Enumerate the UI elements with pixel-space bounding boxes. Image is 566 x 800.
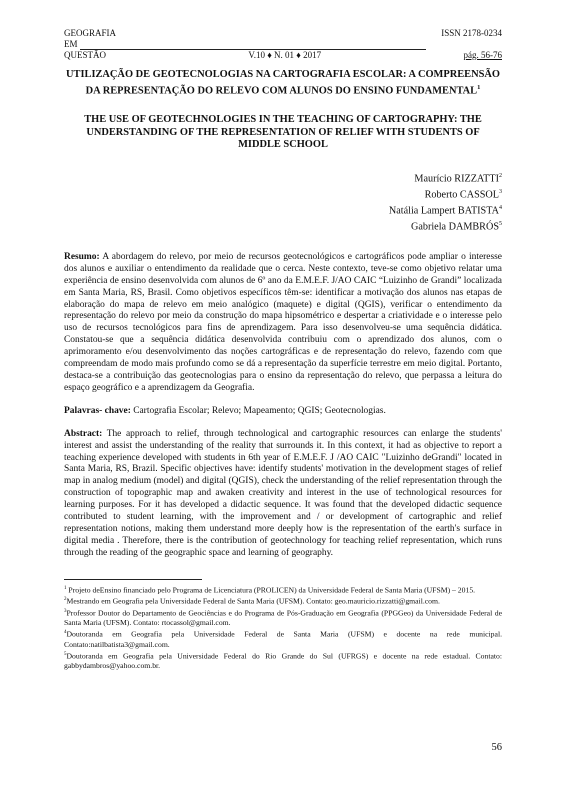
abstract-text: The approach to relief, through technological and cartographic resources can enlarge the students' interest and assist the understanding of the reality that surrounds it. In this context, it had as objective to report a teaching experience developed with students in 6th year of E.M.E.F. J /AO CAIC "Luizinho deGrandi" located in Santa Maria, RS, Brazil. Specific objectives have: identify students' motivation in the development stages of relief map in analog medium (model) and digital (QGIS), check the understanding of the relief representation through the construction of topographic map and awaken creativity and interest in the use of technological resources for learning purposes. For it has developed a didactic sequence. It was found that the developed didactic sequence contributed to student learning, with the improvement and / or development of cartographic and relief representation notions, making them understand more deeply how is the representation of the earth's surface in digital media . Therefore, there is the contribution of geotechnology for teaching relief representation, which runs through the reading of the geographic space and learning of geography. <box>64 428 502 558</box>
keywords-text: Cartografia Escolar; Relevo; Mapeamento; QGIS; Geotecnologias. <box>133 405 386 416</box>
footnote: $^2$Mestrando em Geografia pela Universidade Federal de Santa Maria (UFSM). Contato: geo.mauricio.rizzatti@gmail.com. <box>64 596 440 606</box>
issn: ISSN 2178-0234 <box>441 28 502 38</box>
author: Maurício RIZZATTI$^2$ <box>414 172 502 185</box>
journal-name-line3: QUESTÃO <box>64 50 106 60</box>
title-footnote-marker: 1 <box>477 83 481 91</box>
footnote: $^3$Professor Doutor do Departamento de Geociências e do Programa de Pós-Graduação em Geografia (PPGGeo) da Universidade Federal de Santa Maria (UFSM). Contato: rtocassol@gmail.com. <box>64 608 502 628</box>
footnotes <box>64 584 502 672</box>
footnote: $^4$Doutoranda em Geografia pela Universidade Federal de Santa Maria (UFSM) e docente na rede municipal. Contato:natilbatista3@gmail.com. <box>64 629 502 649</box>
author: Natália Lampert BATISTA$^4$ <box>388 204 502 217</box>
footnote-separator <box>64 579 202 580</box>
footnote: $^1$ Projeto deEnsino financiado pelo Programa de Licenciatura (PROLICEN) da Universidade Federal de Santa Maria (UFSM) – 2015. <box>64 585 476 595</box>
keywords-paragraph <box>64 406 502 418</box>
journal-header <box>64 28 502 61</box>
keywords-label: Palavras- chave: <box>64 405 131 416</box>
author-list <box>64 170 502 234</box>
resumo-text: A abordagem do relevo, por meio de recursos geotecnológicos e cartográficos pode ampliar o interesse dos alunos e auxiliar o entendimento da realidade que o cerca. Neste contexto, teve-se como objetivo relatar uma experiência de ensino desenvolvida com alunos de 6º ano da E.M.E.F. J/AO CAIC “Luizinho de Grandi” localizada em Santa Maria, RS, Brasil. Como objetivos específicos têm-se: identificar a motivação dos alunos nas etapas de elaboração do mapa de relevo em meio analógico (maquete) e digital (QGIS), verificar o entendimento da representação do relevo por meio da construção do mapa hipsométrico e despertar a criatividade e o interesse pelo uso de recursos tecnológicos para fins de aprendizagem. Para isso desenvolveu-se uma sequência didática. Constatou-se que a sequência didática desenvolvida contribuiu com o aprendizado dos alunos, com o aprimoramento e/ou desenvolvimento das noções cartográficas e de representação do relevo, fazendo com que compreendam de modo mais profundo como se dá a representação da superfície terrestre em meio digital. Portanto, destaca-se a contribuição das geotecnologias para o ensino da representação do relevo, que perpassa a leitura do espaço geográfico e a aprendizagem da Geografia. <box>64 251 502 393</box>
abstract-label: Abstract: <box>64 428 103 439</box>
author: Gabriela DAMBRÓS$^5$ <box>410 220 502 233</box>
title-english: THE USE OF GEOTECHNOLOGIES IN THE TEACHING OF CARTOGRAPHY: THE UNDERSTANDING OF THE REPRESENTATION OF RELIEF WITH STUDENTS OF MIDDLE SCHOOL <box>84 114 482 151</box>
title-portuguese <box>64 69 502 97</box>
page-range: pág. 56-76 <box>463 50 502 60</box>
journal-name-line1: GEOGRAFIA <box>64 28 117 38</box>
abstract-paragraph <box>64 429 502 560</box>
resumo-label: Resumo: <box>64 251 100 262</box>
paper-page <box>64 28 502 671</box>
page-number: 56 <box>491 742 502 753</box>
author: Roberto CASSOL$^3$ <box>424 188 502 201</box>
footnote: $^5$Doutoranda em Geografia pela Universidade Federal do Rio Grande do Sul (UFRGS) e docente na rede estadual. Contato: gabbydambros@yahoo.com.br. <box>64 651 502 671</box>
volume-info: V.10 ♦ N. 01 ♦ 2017 <box>248 50 322 60</box>
resumo-paragraph <box>64 252 502 395</box>
journal-name-line2: EM <box>64 39 78 49</box>
title-portuguese-text: UTILIZAÇÃO DE GEOTECNOLOGIAS NA CARTOGRAFIA ESCOLAR: A COMPREENSÃO DA REPRESENTAÇÃO DO RELEVO COM ALUNOS DO ENSINO FUNDAMENTAL <box>66 69 500 96</box>
